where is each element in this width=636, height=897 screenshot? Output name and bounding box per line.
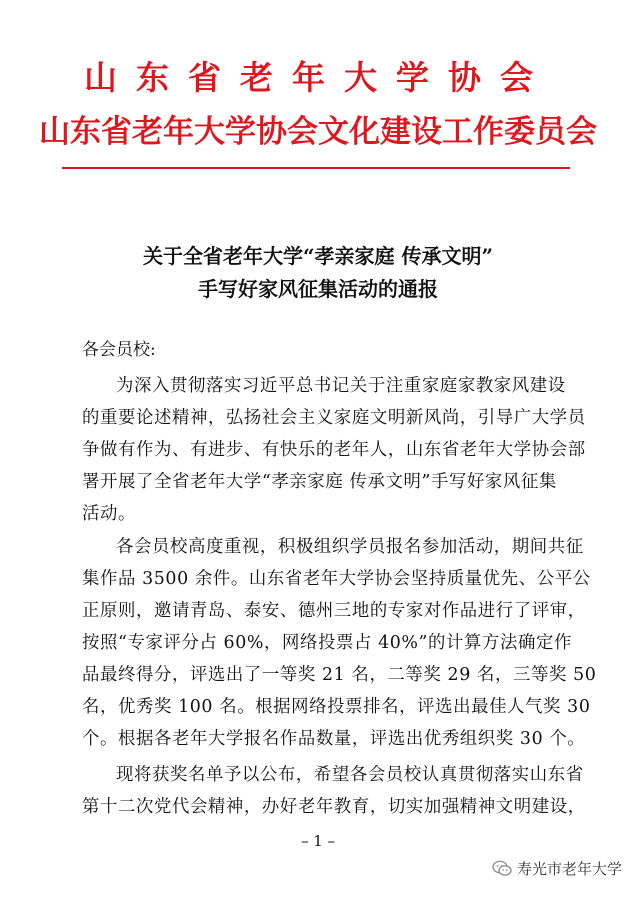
paragraph-3-line: 第十二次党代会精神，办好老年教育，切实加强精神文明建设，	[82, 797, 586, 817]
paragraph-1-line: 活动。	[82, 504, 136, 524]
paragraph-2-line: 正原则，邀请青岛、泰安、德州三地的专家对作品进行了评审，	[82, 601, 586, 621]
paragraph-2-line: 各会员校高度重视，积极组织学员报名参加活动，期间共征	[116, 537, 584, 557]
red-divider-line	[62, 167, 570, 169]
paragraph-1-line: 署开展了全省老年大学“孝亲家庭 传承文明”手写好家风征集	[82, 472, 557, 492]
paragraph-2-line: 个。根据各老年大学报名作品数量，评选出优秀组织奖 30 个。	[82, 729, 586, 749]
document-title	[0, 240, 636, 306]
paragraph-3	[82, 759, 586, 823]
watermark-text: 寿光市老年大学	[516, 861, 622, 878]
page-number: – 1 –	[300, 832, 336, 850]
salutation: 各会员校:	[82, 340, 156, 360]
title-line-1: 关于全省老年大学“孝亲家庭 传承文明”	[143, 244, 493, 268]
paragraph-2-line: 名，优秀奖 100 名。根据网络投票排名，评选出最佳人气奖 30	[82, 697, 591, 717]
paragraph-2-line: 按照“专家评分占 60%，网络投票占 40%”的计算方法确定作	[82, 633, 572, 653]
paragraph-2-line: 品最终得分，评选出了一等奖 21 名，二等奖 29 名，三等奖 50	[82, 665, 597, 685]
title-line-2: 手写好家风征集活动的通报	[198, 277, 438, 301]
paragraph-3-line: 现将获奖名单予以公布，希望各会员校认真贯彻落实山东省	[116, 765, 584, 785]
paragraph-1	[82, 370, 586, 530]
org-name-header: 山东省老年大学协会	[84, 58, 552, 97]
committee-name-header: 山东省老年大学协会文化建设工作委员会	[39, 114, 597, 150]
paragraph-1-line: 的重要论述精神，弘扬社会主义家庭文明新风尚，引导广大学员	[82, 408, 586, 428]
paragraph-2	[82, 531, 597, 755]
paragraph-1-line: 争做有作为、有进步、有快乐的老年人，山东省老年大学协会部	[82, 440, 586, 460]
paragraph-1-line: 为深入贯彻落实习近平总书记关于注重家庭家教家风建设	[116, 376, 566, 396]
paragraph-2-line: 集作品 3500 余件。山东省老年大学协会坚持质量优先、公平公	[82, 569, 591, 589]
wechat-icon	[492, 860, 512, 877]
source-watermark	[492, 858, 622, 879]
